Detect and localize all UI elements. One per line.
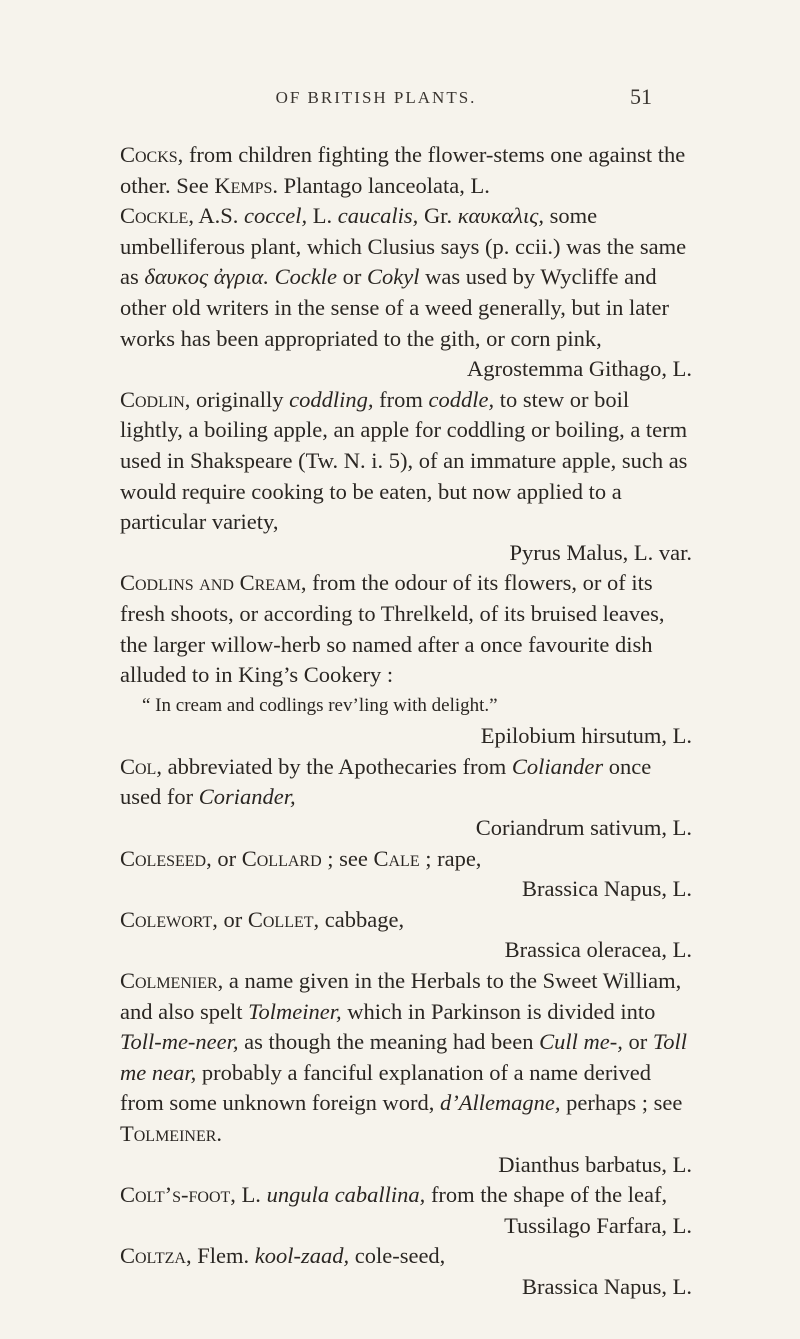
botanical-name: Brassica Napus, L. — [522, 1273, 692, 1299]
entry-text: or — [622, 1029, 653, 1055]
entry-text: Flem. — [191, 1243, 255, 1269]
quotation: “ In cream and codlings rev’ling with delight.” — [142, 694, 498, 716]
entry-codlin — [120, 385, 692, 538]
entry-cocks — [120, 140, 692, 201]
entry-text: A.S. — [193, 203, 244, 229]
entry-text: abbreviated by the Apothecaries from — [161, 753, 512, 779]
botanical-name: Plantago lanceolata, L. — [278, 172, 490, 198]
botanical-name: Brassica oleracea, L. — [504, 937, 692, 963]
variant: Coliander — [511, 753, 604, 779]
greek-word: καυκαλις, — [457, 203, 544, 229]
entry-text: once used for — [120, 753, 652, 810]
botanical-name: Brassica Napus, L. — [522, 876, 692, 902]
entry-text: or — [217, 906, 248, 932]
botanical-name: Agrostemma Githago, L. — [467, 356, 692, 382]
entry-text: or — [337, 264, 368, 290]
entry-text: from the shape of the leaf, — [425, 1182, 668, 1208]
botanical-name: Coriandrum sativum, L. — [475, 815, 692, 841]
entry-col — [120, 752, 692, 813]
entry-text: from the odour of its flowers, or of its fresh shoots, or according to Threlkeld, of its bruised leaves, the larger willow-herb so named after a once favourite dish alluded to in King’s Cookery : — [120, 570, 665, 688]
headword: Codlins and Cream, — [120, 570, 307, 596]
entry-text: probably a fanciful explanation of a name derived from some unknown foreign word, — [120, 1059, 652, 1116]
botanical-name: Tussilago Farfara, L. — [504, 1212, 692, 1238]
running-head: OF BRITISH PLANTS. — [275, 88, 477, 107]
headword-variant: Collet, — [247, 906, 320, 932]
botanical-name: Pyrus Malus, L. var. — [509, 539, 692, 565]
etymon: coddle, — [428, 386, 495, 412]
entry-text: cabbage, — [319, 906, 405, 932]
etymon: coddling, — [289, 386, 374, 412]
headword: Cockle, — [120, 203, 194, 229]
entry-text: as though the meaning had been — [238, 1029, 540, 1055]
headword: Codlin, — [120, 386, 191, 412]
botanical-name: Epilobium hirsutum, L. — [480, 723, 692, 749]
entry-colmenier — [120, 966, 692, 1150]
variant: Cull me-, — [539, 1029, 623, 1055]
headword: Colmenier, — [120, 968, 224, 994]
entry-text: from children fighting the flower-stems one against the other. See — [120, 142, 686, 198]
entry-coltza — [120, 1241, 692, 1272]
entry-coleseed — [120, 844, 692, 875]
headword: Coleseed, — [120, 845, 212, 871]
page-header — [100, 84, 652, 112]
entry-text: some umbelliferous plant, which Clusius says (p. ccii.) was the same as — [120, 203, 687, 290]
greek-word: δαυκος ἀγρια. — [144, 264, 269, 290]
entry-text: from — [373, 386, 429, 412]
variant: Cokyl — [367, 264, 420, 290]
variant: Toll me near, — [120, 1029, 688, 1085]
variant: Coriander, — [198, 784, 296, 810]
entry-text: ; rape, — [419, 845, 482, 871]
entry-colts-foot — [120, 1180, 692, 1211]
entry-text: a name given in the Herbals to the Sweet William, and also spelt — [120, 968, 682, 1024]
entry-codlins-and-cream — [120, 568, 692, 690]
headword-variant: Collard — [241, 845, 322, 871]
headword: Col, — [120, 753, 162, 779]
entry-text: originally — [190, 386, 290, 412]
variant: Cockle — [274, 264, 338, 290]
entry-text: L. — [307, 203, 338, 229]
headword: Colt’s-foot, — [120, 1182, 236, 1208]
entry-text: Gr. — [418, 203, 458, 229]
entry-text: perhaps ; see — [560, 1090, 683, 1116]
headword: Colewort, — [120, 906, 218, 932]
glossary-text — [120, 140, 692, 1303]
entry-text: was used by Wycliffe and other old writers in the sense of a weed generally, but in later works has been appropriated to the gith, or corn pink, — [120, 264, 669, 351]
page-number: 51 — [630, 84, 652, 109]
entry-text: which in Parkinson is divided into — [341, 998, 656, 1024]
entry-cockle — [120, 201, 692, 354]
entry-text: to stew or boil lightly, a boiling apple, an apple for coddling or boiling, a term used in Shakspeare (Tw. N. i. 5), of an immature apple, such as would require cooking to be eaten, but now applied to a particular variety, — [120, 386, 688, 535]
entry-text: L. — [235, 1182, 267, 1208]
etymon: ungula caballina, — [266, 1182, 426, 1208]
variant: d’Allemagne, — [439, 1090, 561, 1116]
variant: Tolmeiner, — [248, 998, 342, 1024]
etymon: coccel, — [244, 203, 308, 229]
etymon: kool-zaad, — [254, 1243, 350, 1269]
entry-text: cole-seed, — [349, 1243, 446, 1269]
botanical-name: Dianthus barbatus, L. — [498, 1151, 692, 1177]
cross-reference: Cale — [373, 845, 420, 871]
entry-text: or — [211, 845, 242, 871]
headword: Coltza, — [120, 1243, 192, 1269]
etymon: caucalis, — [337, 203, 419, 229]
entry-colewort — [120, 905, 692, 936]
cross-reference: Tolmeiner. — [120, 1121, 223, 1146]
variant: Toll-me-neer, — [120, 1029, 239, 1055]
entry-text: ; see — [321, 845, 374, 871]
cross-reference: Kemps. — [214, 172, 279, 198]
headword: Cocks, — [120, 142, 184, 167]
